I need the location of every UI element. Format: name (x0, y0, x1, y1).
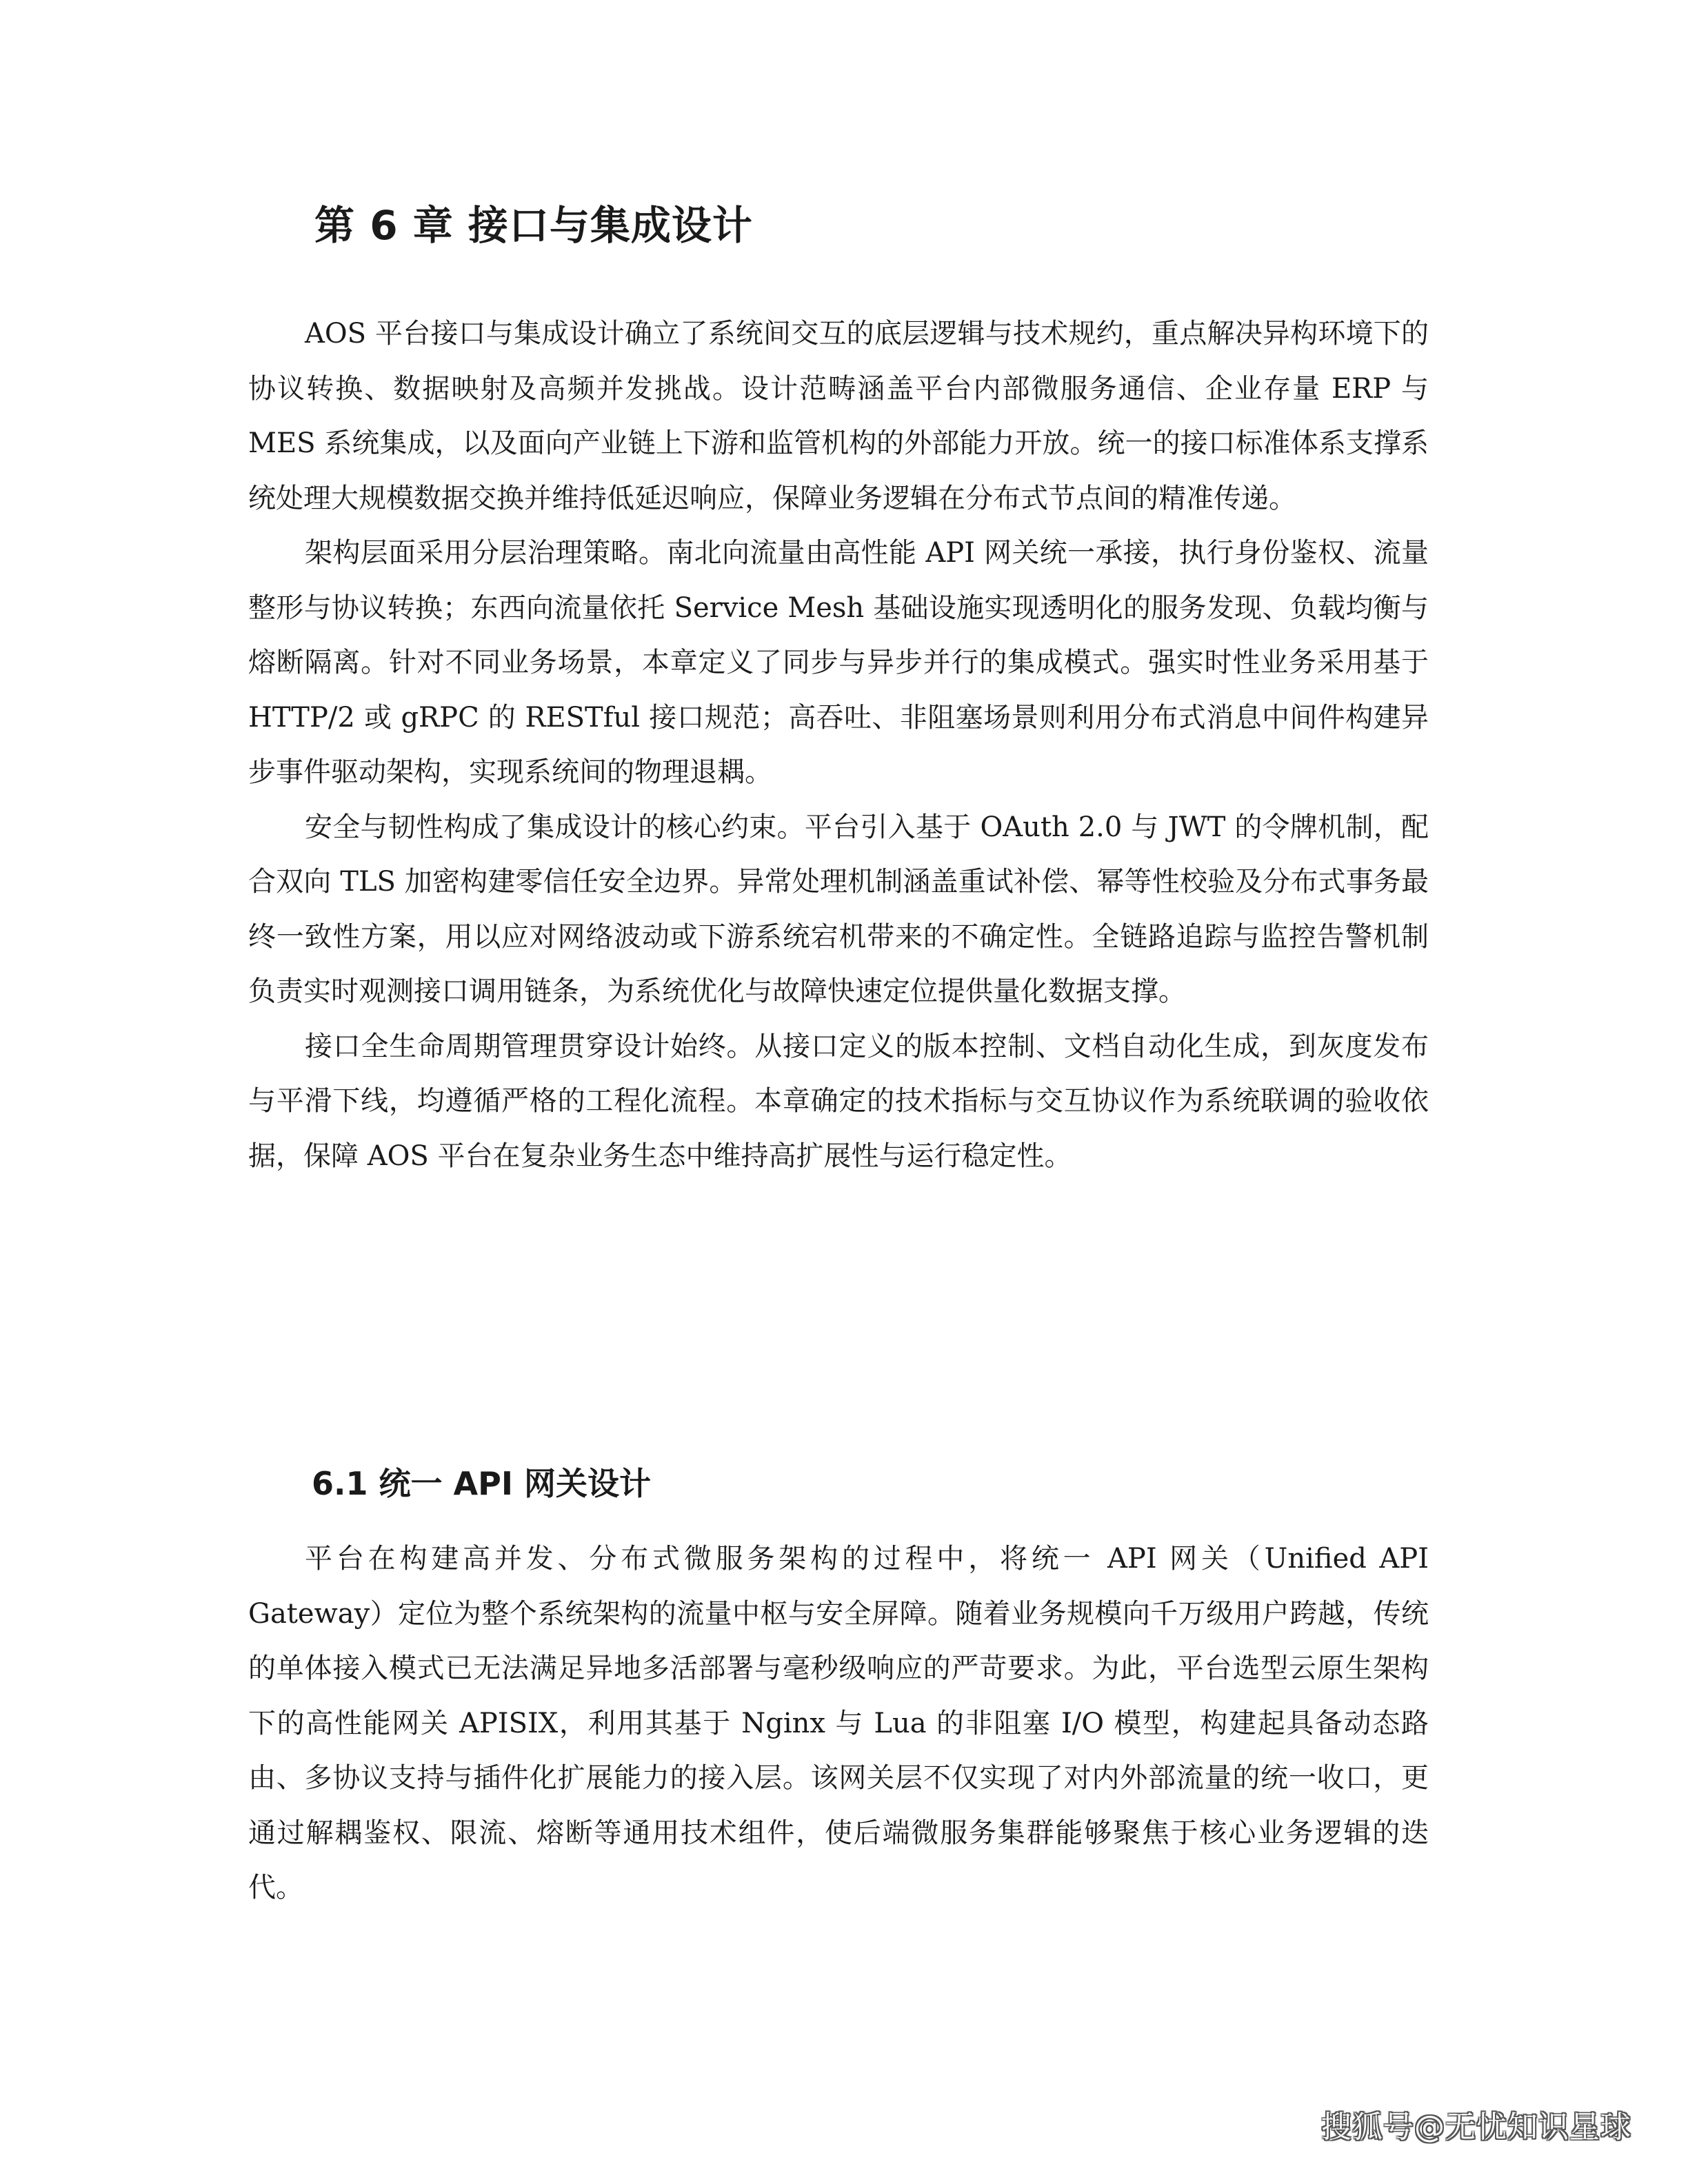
intro-paragraph: 架构层面采用分层治理策略。南北向流量由高性能 API 网关统一承接，执行身份鉴权、流量整形与协议转换；东西向流量依托 Service Mesh 基础设施实现透明化的服务发现、负载均衡与熔断隔离。针对不同业务场景，本章定义了同步与异步并行的集成模式。强实时性业务采用基于 HTTP/2 或 gRPC 的 RESTful 接口规范；高吞吐、非阻塞场景则利用分布式消息中间件构建异步事件驱动架构，实现系统间的物理退耦。 (248, 537, 1429, 788)
section-paragraph: 平台在构建高并发、分布式微服务架构的过程中，将统一 API 网关（Unified API Gateway）定位为整个系统架构的流量中枢与安全屏障。随着业务规模向千万级用户跨越，传统的单体接入模式已无法满足异地多活部署与毫秒级响应的严苛要求。为此，平台选型云原生架构下的高性能网关 APISIX，利用其基于 Nginx 与 Lua 的非阻塞 I/O 模型，构建起具备动态路由、多协议支持与插件化扩展能力的接入层。该网关层不仅实现了对内外部流量的统一收口，更通过解耦鉴权、限流、熔断等通用技术组件，使后端微服务集群能够聚焦于核心业务逻辑的迭代。 (248, 1543, 1429, 1903)
section-title: 6.1 统一 API 网关设计 (312, 1465, 651, 1502)
chapter-title: 第 6 章 接口与集成设计 (314, 202, 753, 249)
section-body (248, 1532, 1429, 1916)
intro-paragraph: 接口全生命周期管理贯穿设计始终。从接口定义的版本控制、文档自动化生成，到灰度发布与平滑下线，均遵循严格的工程化流程。本章确定的技术指标与交互协议作为系统联调的验收依据，保障 AOS 平台在复杂业务生态中维持高扩展性与运行稳定性。 (248, 1030, 1429, 1172)
chapter-intro (248, 307, 1429, 1184)
watermark: 搜狐号@无忧知识星球 (1321, 2110, 1631, 2145)
intro-paragraph: AOS 平台接口与集成设计确立了系统间交互的底层逻辑与技术规约，重点解决异构环境下的协议转换、数据映射及高频并发挑战。设计范畴涵盖平台内部微服务通信、企业存量 ERP 与 MES 系统集成，以及面向产业链上下游和监管机构的外部能力开放。统一的接口标准体系支撑系统处理大规模数据交换并维持低延迟响应，保障业务逻辑在分布式节点间的精准传递。 (248, 318, 1429, 514)
intro-paragraph: 安全与韧性构成了集成设计的核心约束。平台引入基于 OAuth 2.0 与 JWT 的令牌机制，配合双向 TLS 加密构建零信任安全边界。异常处理机制涵盖重试补偿、幂等性校验及分布式事务最终一致性方案，用以应对网络波动或下游系统宕机带来的不确定性。全链路追踪与监控告警机制负责实时观测接口调用链条，为系统优化与故障快速定位提供量化数据支撑。 (248, 811, 1429, 1007)
